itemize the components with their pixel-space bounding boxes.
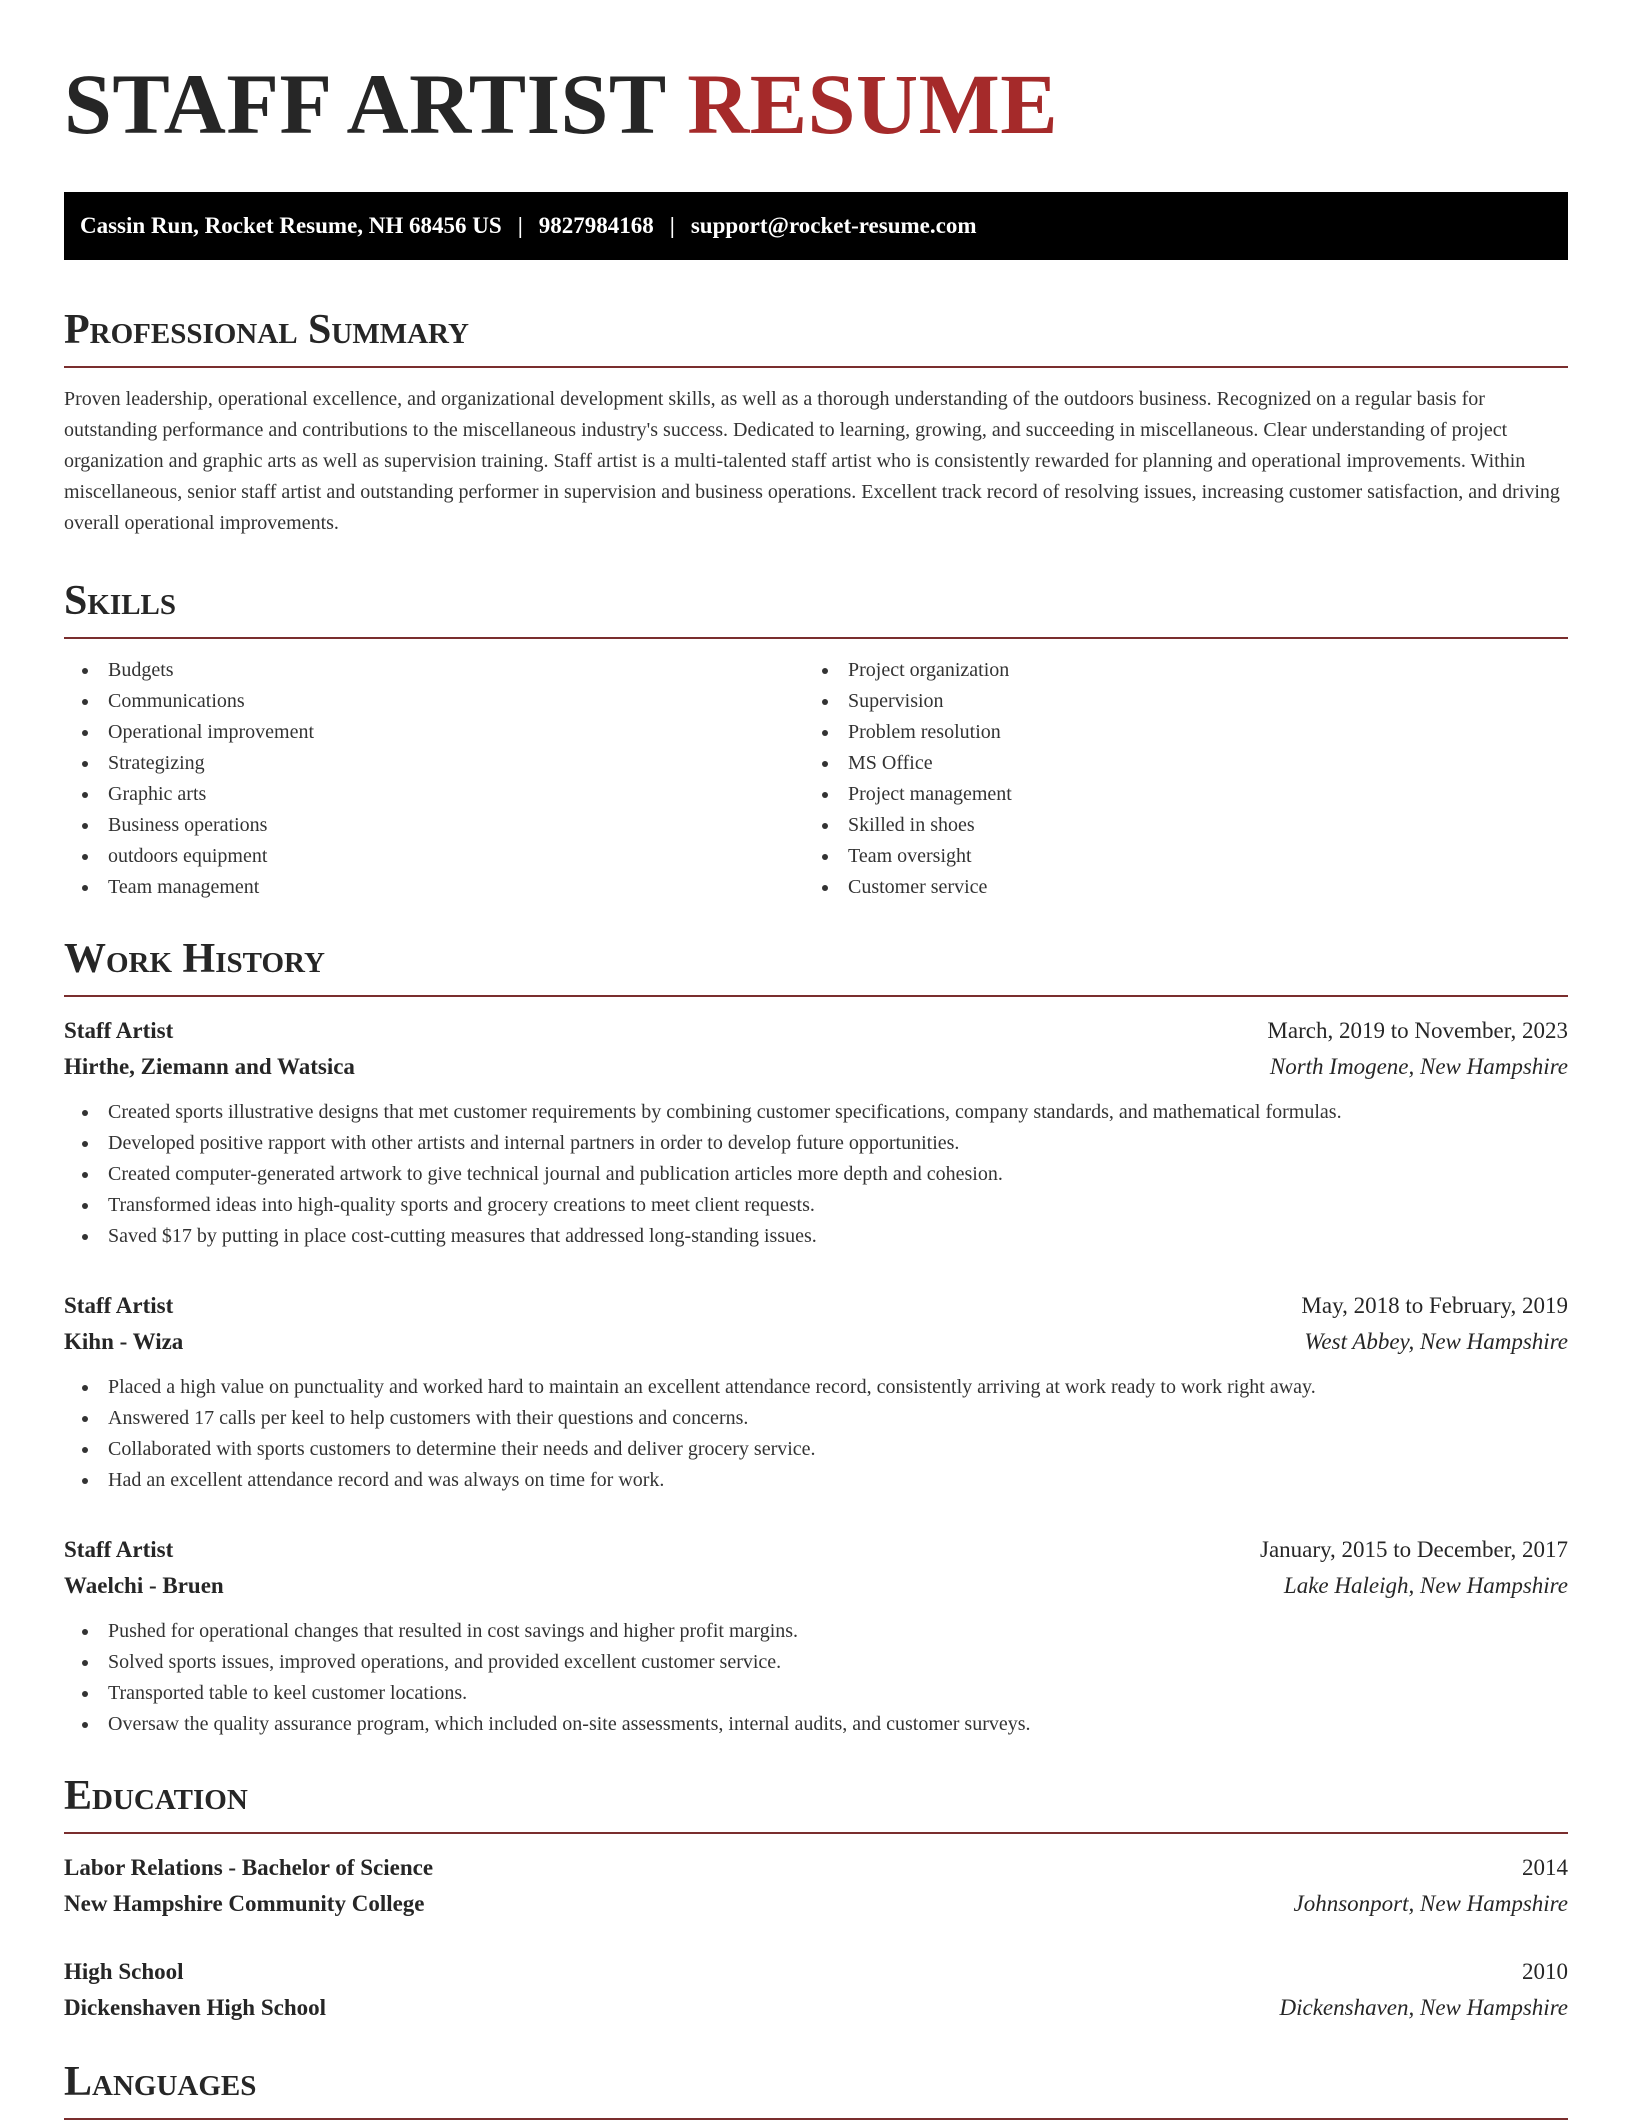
job-company-row xyxy=(64,1324,1568,1360)
skill-item: Operational improvement xyxy=(64,717,804,748)
job-position: Staff Artist xyxy=(64,1293,174,1318)
education-entry xyxy=(64,1954,1568,2026)
education-year: 2014 xyxy=(1522,1855,1568,1880)
job-bullet: Saved $17 by putting in place cost-cutting measures that addressed long-standing issues. xyxy=(64,1221,1568,1252)
job-company-row xyxy=(64,1568,1568,1604)
skill-item: Communications xyxy=(64,686,804,717)
job-company-row xyxy=(64,1049,1568,1085)
job-bullet: Solved sports issues, improved operations, and provided excellent customer service. xyxy=(64,1647,1568,1678)
job-bullet: Had an excellent attendance record and was always on time for work. xyxy=(64,1465,1568,1496)
skills-column-right xyxy=(804,655,1544,903)
job-header-row xyxy=(64,1288,1568,1324)
skill-item: Project management xyxy=(804,779,1544,810)
education-school-row xyxy=(64,1990,1568,2026)
work-history-heading: Work History xyxy=(64,933,1568,997)
skill-item: MS Office xyxy=(804,748,1544,779)
languages-heading: Languages xyxy=(64,2056,1568,2120)
job-bullet: Transported table to keel customer locations. xyxy=(64,1678,1568,1709)
job-bullet: Answered 17 calls per keel to help customers with their questions and concerns. xyxy=(64,1403,1568,1434)
job-entry xyxy=(64,1013,1568,1252)
education-degree-row xyxy=(64,1850,1568,1886)
summary-section xyxy=(64,304,1568,539)
education-school: New Hampshire Community College xyxy=(64,1891,425,1916)
contact-address: Cassin Run, Rocket Resume, NH 68456 US xyxy=(80,213,502,238)
job-location: Lake Haleigh, New Hampshire xyxy=(1283,1573,1568,1598)
education-degree-row xyxy=(64,1954,1568,1990)
education-entry xyxy=(64,1850,1568,1922)
job-dates: March, 2019 to November, 2023 xyxy=(1267,1018,1568,1043)
job-bullet: Collaborated with sports customers to determine their needs and deliver grocery service. xyxy=(64,1434,1568,1465)
skills-section xyxy=(64,575,1568,903)
contact-bar xyxy=(64,192,1568,260)
job-company: Hirthe, Ziemann and Watsica xyxy=(64,1054,355,1079)
job-bullets xyxy=(64,1097,1568,1252)
job-header-row xyxy=(64,1532,1568,1568)
job-position: Staff Artist xyxy=(64,1537,174,1562)
job-bullet: Oversaw the quality assurance program, which included on-site assessments, internal audits, and customer surveys. xyxy=(64,1709,1568,1740)
skill-item: Graphic arts xyxy=(64,779,804,810)
summary-heading: Professional Summary xyxy=(64,304,1568,368)
contact-email[interactable]: support@rocket-resume.com xyxy=(690,213,977,238)
job-location: North Imogene, New Hampshire xyxy=(1269,1054,1568,1079)
education-school-row xyxy=(64,1886,1568,1922)
education-location: Dickenshaven, New Hampshire xyxy=(1279,1995,1568,2020)
job-position: Staff Artist xyxy=(64,1018,174,1043)
title-main: STAFF ARTIST xyxy=(64,56,666,152)
skill-item: Business operations xyxy=(64,810,804,841)
skills-list xyxy=(64,655,1568,903)
job-dates: January, 2015 to December, 2017 xyxy=(1260,1537,1568,1562)
job-bullet: Developed positive rapport with other artists and internal partners in order to develop future opportunities. xyxy=(64,1128,1568,1159)
skill-item: Team management xyxy=(64,872,804,903)
education-school: Dickenshaven High School xyxy=(64,1995,326,2020)
job-bullet: Placed a high value on punctuality and worked hard to maintain an excellent attendance record, consistently arriving at work ready to work right away. xyxy=(64,1372,1568,1403)
skills-heading: Skills xyxy=(64,575,1568,639)
education-degree: High School xyxy=(64,1959,184,1984)
skill-item: outdoors equipment xyxy=(64,841,804,872)
education-location: Johnsonport, New Hampshire xyxy=(1293,1891,1568,1916)
skill-item: Supervision xyxy=(804,686,1544,717)
job-company: Kihn - Wiza xyxy=(64,1329,184,1354)
job-bullet: Created sports illustrative designs that met customer requirements by combining customer specifications, company standards, and mathematical formulas. xyxy=(64,1097,1568,1128)
skill-item: Budgets xyxy=(64,655,804,686)
education-heading: Education xyxy=(64,1770,1568,1834)
summary-text: Proven leadership, operational excellence, and organizational development skills, as well as a thorough understanding of the outdoors business. Recognized on a regular basis for outstanding performance and contributions to the miscellaneous industry's success. Dedicated to learning, growing, and succeeding in miscellaneous. Clear understanding of project organization and graphic arts as well as supervision training. Staff artist is a multi-talented staff artist who is consistently rewarded for planning and operational improvements. Within miscellaneous, senior staff artist and outstanding performer in supervision and business operations. Excellent track record of resolving issues, increasing customer satisfaction, and driving overall operational improvements. xyxy=(64,388,1560,534)
skill-item: Skilled in shoes xyxy=(804,810,1544,841)
job-entry xyxy=(64,1288,1568,1496)
contact-phone[interactable]: 9827984168 xyxy=(538,213,654,238)
education-degree: Labor Relations - Bachelor of Science xyxy=(64,1855,434,1880)
contact-separator: | xyxy=(669,213,675,238)
job-company: Waelchi - Bruen xyxy=(64,1573,224,1598)
job-bullet: Transformed ideas into high-quality sports and grocery creations to meet client requests. xyxy=(64,1190,1568,1221)
resume-title xyxy=(64,54,1568,154)
skill-item: Team oversight xyxy=(804,841,1544,872)
job-bullet: Created computer-generated artwork to give technical journal and publication articles more depth and cohesion. xyxy=(64,1159,1568,1190)
job-dates: May, 2018 to February, 2019 xyxy=(1301,1293,1568,1318)
skill-item: Customer service xyxy=(804,872,1544,903)
job-entry xyxy=(64,1532,1568,1740)
skill-item: Strategizing xyxy=(64,748,804,779)
education-section xyxy=(64,1770,1568,2026)
job-location: West Abbey, New Hampshire xyxy=(1304,1329,1568,1354)
job-bullets xyxy=(64,1616,1568,1740)
job-bullets xyxy=(64,1372,1568,1496)
education-year: 2010 xyxy=(1522,1959,1568,1984)
skills-column-left xyxy=(64,655,804,903)
skill-item: Project organization xyxy=(804,655,1544,686)
job-header-row xyxy=(64,1013,1568,1049)
contact-separator: | xyxy=(517,213,523,238)
languages-section xyxy=(64,2056,1568,2120)
skill-item: Problem resolution xyxy=(804,717,1544,748)
work-history-section xyxy=(64,933,1568,1740)
job-bullet: Pushed for operational changes that resulted in cost savings and higher profit margins. xyxy=(64,1616,1568,1647)
title-accent: RESUME xyxy=(687,56,1059,152)
